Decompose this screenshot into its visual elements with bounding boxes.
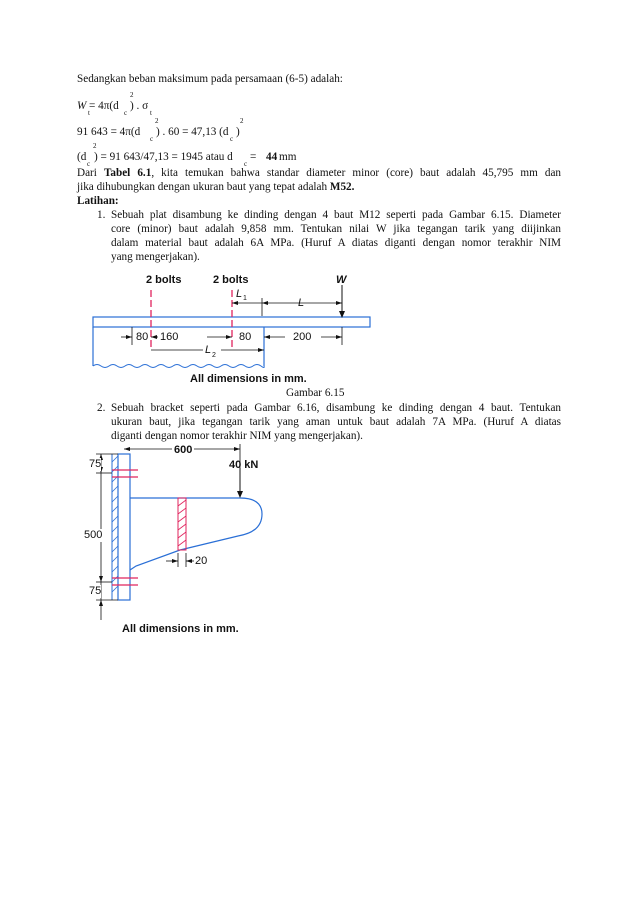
fig2-dim-20: 20 [195, 555, 208, 567]
ex1-number: 1. [97, 209, 106, 221]
eq1-lhs: W [77, 100, 87, 112]
eq3-c: = [250, 151, 257, 163]
fig2-dim-75a: 75 [89, 458, 102, 470]
fig1-bolts-label-1: 2 bolts [146, 274, 182, 286]
eq1-tail-sub: t [150, 109, 152, 117]
fig1-dim-160: 160 [160, 331, 179, 343]
eq3-sup: 2 [93, 142, 97, 150]
eq2-sub2: c [230, 135, 234, 143]
eq3-a: (d [77, 151, 87, 163]
fig1-l1-sub: 1 [243, 295, 247, 302]
ex2-line-1: Sebuah bracket seperti pada Gambar 6.16, disambung ke dinding dengan 4 baut. Tentukan [111, 402, 561, 414]
fig1-bolts-label-2: 2 bolts [213, 274, 249, 286]
fig2-note: All dimensions in mm. [122, 623, 239, 635]
eq2-sup2: 2 [240, 117, 244, 125]
eq1-rhs-b: ) . σ [130, 100, 149, 112]
eq2-a: 91 643 = 4π(d [77, 126, 141, 138]
fig1-dim-80a: 80 [136, 331, 149, 343]
ex2-line-2: ukuran baut, jika tegangan tarik yang aman untuk baut adalah 7A MPa. (Huruf A diatas [111, 416, 561, 428]
fig2-load-label: 40 kN [229, 459, 259, 471]
fig1-l2-sub: 2 [212, 352, 216, 359]
ex1-line-4: yang mengerjakan). [111, 251, 200, 263]
fig1-l2-label: L [205, 344, 212, 356]
fig1-dim-80b: 80 [239, 331, 252, 343]
intro-text: Sedangkan beban maksimum pada persamaan (6-5) adalah: [77, 73, 343, 85]
fig1-l-label: L [298, 297, 305, 309]
eq3-unit: mm [279, 151, 297, 163]
ex2-line-3: diganti dengan nomor terakhir NIM yang mengerjakan). [111, 430, 363, 442]
eq2-b: ) . 60 = 47,13 (d [156, 126, 229, 138]
fig1-w-label: W [336, 274, 347, 286]
fig2-dim-600: 600 [174, 444, 193, 456]
eq1-rhs-a: = 4π(d [89, 100, 119, 112]
fig2-dim-75b: 75 [89, 585, 102, 597]
ex1-line-2: core (minor) baut adalah 9,858 mm. Tentukan nilai W jika tegangan tarik yang diijinkan [111, 223, 561, 235]
fig1-l1-label: L [236, 288, 243, 300]
eq2-sub: c [150, 135, 154, 143]
paragraph-line-1: Dari Tabel 6.1, kita temukan bahwa standar diameter minor (core) baut adalah 45,795 mm dan [77, 167, 561, 179]
fig1-dim-200: 200 [293, 331, 312, 343]
eq1-lhs-sub: t [88, 109, 90, 117]
fig2-dim-500: 500 [84, 529, 103, 541]
eq1-rhs-sup: 2 [130, 91, 134, 99]
fig1-note: All dimensions in mm. [190, 373, 307, 385]
eq2-c: ) [236, 126, 240, 138]
ex1-line-3: dalam material baut adalah 6A MPa. (Huruf A diatas diganti dengan nomor terakhir NIM [111, 237, 561, 249]
fig1-caption: Gambar 6.15 [286, 387, 345, 399]
eq1-rhs-sub: c [124, 109, 128, 117]
eq3-sub2: c [244, 160, 248, 168]
eq2-sup: 2 [155, 117, 159, 125]
paragraph-line-2: jika dihubungkan dengan ukuran baut yang tepat adalah M52. [77, 181, 355, 193]
ex2-number: 2. [97, 402, 106, 414]
latihan-heading: Latihan: [77, 195, 119, 207]
eq3-result: 44 [266, 151, 278, 163]
eq3-sub: c [87, 160, 91, 168]
eq3-b: ) = 91 643/47,13 = 1945 atau d [94, 151, 233, 163]
ex1-line-1: Sebuah plat disambung ke dinding dengan 4 baut M12 seperti pada Gambar 6.15. Diameter [111, 209, 561, 221]
